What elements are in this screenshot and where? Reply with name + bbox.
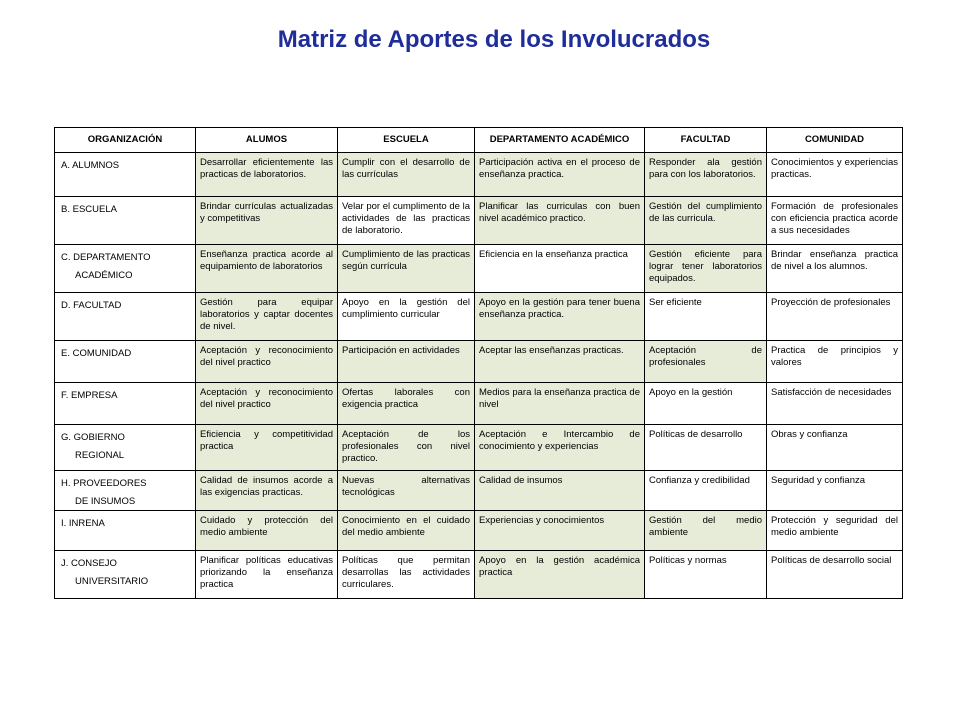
contribution-cell: Calidad de insumos: [475, 471, 645, 511]
contribution-cell: Conocimientos y experiencias practicas.: [767, 153, 903, 197]
contribution-cell: Confianza y credibilidad: [645, 471, 767, 511]
contribution-cell: Nuevas alternativas tecnológicas: [338, 471, 475, 511]
organization-name-line2: UNIVERSITARIO: [75, 576, 149, 587]
contribution-cell: Medios para la enseñanza practica de nivel: [475, 383, 645, 425]
contribution-cell: Políticas de desarrollo social: [767, 551, 903, 599]
contribution-cell: Cuidado y protección del medio ambiente: [196, 511, 338, 551]
contribution-cell: Aceptación y reconocimiento del nivel practico: [196, 383, 338, 425]
table-row: [55, 383, 903, 425]
contribution-cell: Brindar currículas actualizadas y competitivas: [196, 197, 338, 245]
contribution-cell: Brindar enseñanza practica de nivel a los alumnos.: [767, 245, 903, 293]
organization-name-line2: DE INSUMOS: [75, 496, 136, 507]
column-header: ORGANIZACIÓN: [55, 128, 196, 153]
table-row: [55, 471, 903, 511]
contribution-cell: Eficiencia y competitividad practica: [196, 425, 338, 471]
contribution-cell: Apoyo en la gestión: [645, 383, 767, 425]
contribution-cell: Ofertas laborales con exigencia practica: [338, 383, 475, 425]
organization-cell: [55, 551, 196, 599]
organization-name: I. INRENA: [61, 518, 105, 529]
organization-name: C. DEPARTAMENTO: [61, 252, 151, 263]
table-row: [55, 425, 903, 471]
organization-name: B. ESCUELA: [61, 204, 117, 215]
contribution-cell: Cumplir con el desarrollo de las currículas: [338, 153, 475, 197]
page-title: Matriz de Aportes de los Involucrados: [277, 26, 711, 53]
contribution-cell: Participación en actividades: [338, 341, 475, 383]
contribution-cell: Conocimiento en el cuidado del medio ambiente: [338, 511, 475, 551]
contribution-cell: Practica de principios y valores: [767, 341, 903, 383]
contribution-cell: Enseñanza practica acorde al equipamiento de laboratorios: [196, 245, 338, 293]
column-header: ESCUELA: [338, 128, 475, 153]
organization-name: J. CONSEJO: [61, 558, 117, 569]
contribution-cell: Gestión del medio ambiente: [645, 511, 767, 551]
contribution-cell: Obras y confianza: [767, 425, 903, 471]
contribution-cell: Gestión del cumplimiento de las curricula.: [645, 197, 767, 245]
table-row: [55, 511, 903, 551]
organization-cell: [55, 425, 196, 471]
contribution-cell: Aceptar las enseñanzas practicas.: [475, 341, 645, 383]
contribution-cell: Políticas que permitan desarrollas las actividades curriculares.: [338, 551, 475, 599]
column-header: COMUNIDAD: [767, 128, 903, 153]
contribution-cell: Seguridad y confianza: [767, 471, 903, 511]
column-header: ALUMOS: [196, 128, 338, 153]
contribution-cell: Formación de profesionales con eficiencia practica acorde a sus necesidades: [767, 197, 903, 245]
contribution-cell: Desarrollar eficientemente las practicas de laboratorios.: [196, 153, 338, 197]
organization-cell: [55, 245, 196, 293]
organization-name: G. GOBIERNO: [61, 432, 125, 443]
table-row: [55, 293, 903, 341]
header-row: [55, 128, 903, 153]
organization-cell: [55, 293, 196, 341]
organization-name: H. PROVEEDORES: [61, 478, 147, 489]
contributions-matrix: [54, 127, 903, 599]
contribution-cell: Apoyo en la gestión académica practica: [475, 551, 645, 599]
contribution-cell: Políticas de desarrollo: [645, 425, 767, 471]
column-header: DEPARTAMENTO ACADÉMICO: [475, 128, 645, 153]
organization-cell: [55, 383, 196, 425]
contribution-cell: Gestión eficiente para lograr tener laboratorios equipados.: [645, 245, 767, 293]
table-row: [55, 551, 903, 599]
table-row: [55, 341, 903, 383]
organization-name: D. FACULTAD: [61, 300, 122, 311]
contribution-cell: Responder ala gestión para con los laboratorios.: [645, 153, 767, 197]
table-row: [55, 153, 903, 197]
organization-name: E. COMUNIDAD: [61, 348, 132, 359]
contribution-cell: Aceptación de los profesionales con nivel practico.: [338, 425, 475, 471]
organization-name-line2: REGIONAL: [75, 450, 125, 461]
contribution-cell: Planificar políticas educativas priorizando la enseñanza practica: [196, 551, 338, 599]
contribution-cell: Eficiencia en la enseñanza practica: [475, 245, 645, 293]
contribution-cell: Protección y seguridad del medio ambiente: [767, 511, 903, 551]
contribution-cell: Ser eficiente: [645, 293, 767, 341]
organization-name-line2: ACADÉMICO: [75, 270, 133, 281]
organization-name: F. EMPRESA: [61, 390, 118, 401]
contribution-cell: Proyección de profesionales: [767, 293, 903, 341]
contribution-cell: Apoyo en la gestión del cumplimiento curricular: [338, 293, 475, 341]
contribution-cell: Aceptación y reconocimiento del nivel practico: [196, 341, 338, 383]
contribution-cell: Velar por el cumplimento de la actividades de las practicas de laboratorio.: [338, 197, 475, 245]
contribution-cell: Calidad de insumos acorde a las exigencias practicas.: [196, 471, 338, 511]
contribution-cell: Gestión para equipar laboratorios y captar docentes de nivel.: [196, 293, 338, 341]
table-row: [55, 245, 903, 293]
organization-cell: [55, 153, 196, 197]
contribution-cell: Aceptación de profesionales: [645, 341, 767, 383]
contribution-cell: Planificar las curriculas con buen nivel académico practico.: [475, 197, 645, 245]
organization-cell: [55, 511, 196, 551]
contribution-cell: Aceptación e Intercambio de conocimiento y experiencias: [475, 425, 645, 471]
organization-name: A. ALUMNOS: [61, 160, 120, 171]
contribution-cell: Apoyo en la gestión para tener buena enseñanza practica.: [475, 293, 645, 341]
contribution-cell: Satisfacción de necesidades: [767, 383, 903, 425]
organization-cell: [55, 471, 196, 511]
organization-cell: [55, 341, 196, 383]
contribution-cell: Políticas y normas: [645, 551, 767, 599]
table-row: [55, 197, 903, 245]
organization-cell: [55, 197, 196, 245]
column-header: FACULTAD: [645, 128, 767, 153]
contribution-cell: Cumplimiento de las practicas según currícula: [338, 245, 475, 293]
contribution-cell: Experiencias y conocimientos: [475, 511, 645, 551]
contribution-cell: Participación activa en el proceso de enseñanza practica.: [475, 153, 645, 197]
